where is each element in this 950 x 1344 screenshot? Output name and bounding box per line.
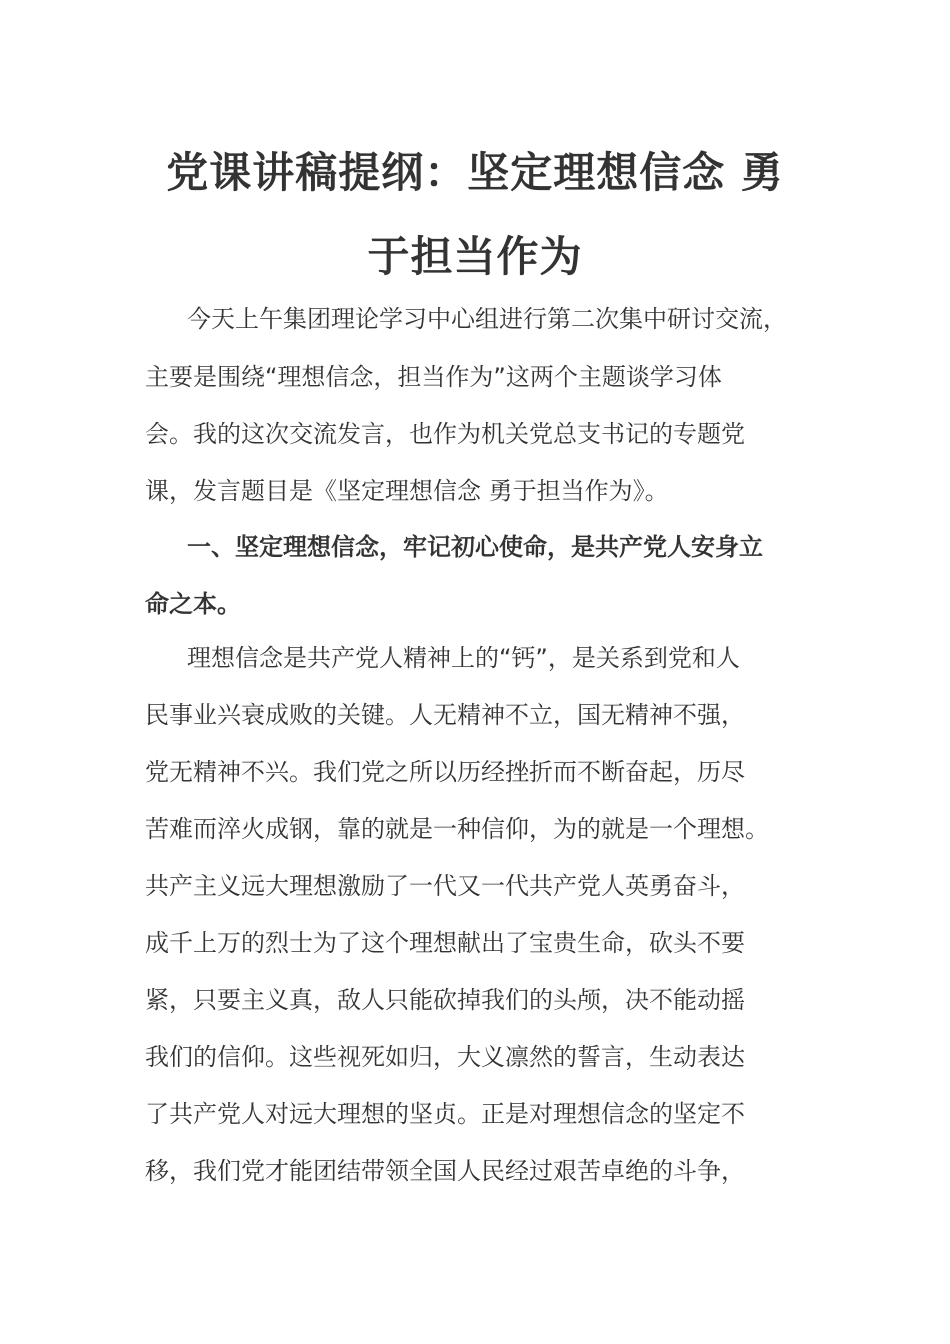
document-title-line-2: 于担当作为 bbox=[367, 232, 583, 281]
paragraph-line: 民事业兴衰成败的关键。人无精神不立，国无精神不强， bbox=[145, 701, 745, 729]
paragraph-line: 了共产党人对远大理想的坚贞。正是对理想信念的坚定不 bbox=[145, 1100, 745, 1128]
paragraph-line: 紧，只要主义真，敌人只能砍掉我们的头颅，决不能动摇 bbox=[145, 986, 745, 1014]
paragraph-line: 理想信念是共产党人精神上的“钙”，是关系到党和人 bbox=[187, 644, 740, 672]
paragraph-line: 主要是围绕“理想信念，担当作为”这两个主题谈学习体 bbox=[145, 363, 722, 391]
paragraph-line: 党无精神不兴。我们党之所以历经挫折而不断奋起，历尽 bbox=[145, 758, 745, 786]
paragraph-line: 今天上午集团理论学习中心组进行第二次集中研讨交流， bbox=[187, 305, 787, 333]
paragraph-line: 移，我们党才能团结带领全国人民经过艰苦卓绝的斗争， bbox=[145, 1157, 745, 1185]
section-heading-line: 一、坚定理想信念，牢记初心使命，是共产党人安身立 bbox=[187, 533, 763, 561]
paragraph-line: 苦难而淬火成钢，靠的就是一种信仰，为的就是一个理想。 bbox=[145, 815, 769, 843]
section-heading-line: 命之本。 bbox=[145, 590, 241, 618]
paragraph-line: 课，发言题目是《坚定理想信念 勇于担当作为》。 bbox=[145, 477, 669, 505]
document-title-line-1: 党课讲稿提纲：坚定理想信念 勇 bbox=[166, 148, 784, 197]
paragraph-line: 我们的信仰。这些视死如归，大义凛然的誓言，生动表达 bbox=[145, 1043, 745, 1071]
paragraph-line: 成千上万的烈士为了这个理想献出了宝贵生命，砍头不要 bbox=[145, 929, 745, 957]
paragraph-line: 共产主义远大理想激励了一代又一代共产党人英勇奋斗， bbox=[145, 872, 745, 900]
paragraph-line: 会。我的这次交流发言，也作为机关党总支书记的专题党 bbox=[145, 420, 745, 448]
